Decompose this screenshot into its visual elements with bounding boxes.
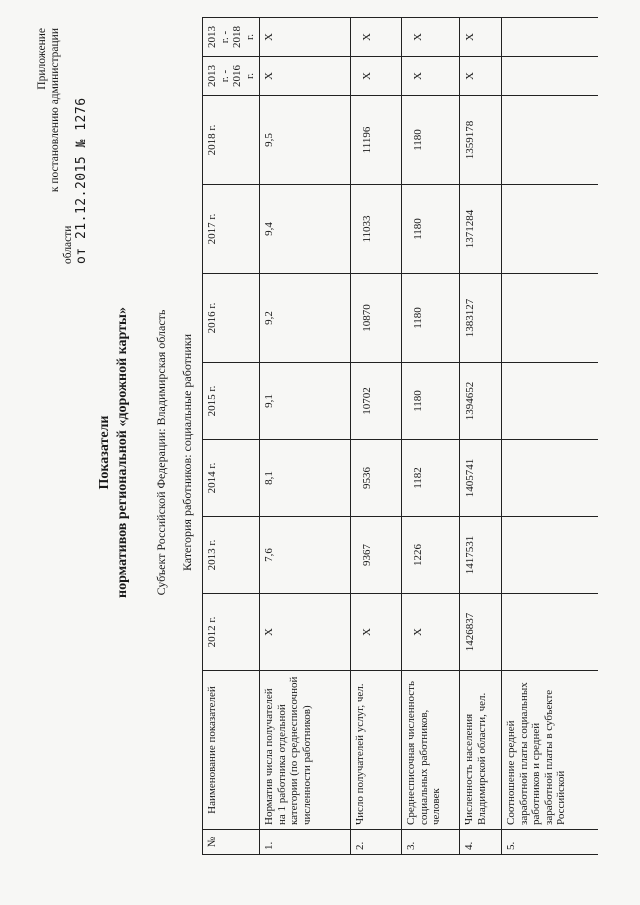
row-value: 1226 [402,517,460,594]
decree-number: от 21.12.2015 № 1276 [74,97,89,264]
indicators-table [202,17,598,855]
row-value: 11033 [351,185,402,274]
row-value: 1383127 [460,274,502,363]
row-value: Х [351,594,402,671]
row-value: 9536 [351,440,402,517]
row-number: 2. [351,830,402,855]
table-row [402,18,460,855]
row-value: 9,2 [260,274,351,363]
row-value: 7,6 [260,517,351,594]
header-cell: 2013 г. - 2018 г. [203,18,260,57]
appendix-line-3: области [62,225,74,264]
row-value: 1180 [402,363,460,440]
row-value: Х [460,18,502,57]
table-row [351,18,402,855]
row-value: 1180 [402,96,460,185]
row-number: 5. [502,830,599,855]
page-title: Показатели [97,415,112,490]
row-value: 9,4 [260,185,351,274]
row-value: 1371284 [460,185,502,274]
row-value: 1182 [402,440,460,517]
row-name: Среднесписочная численность социальных работников, человек [402,671,460,830]
row-value: 8,1 [260,440,351,517]
row-value: Х [351,57,402,96]
row-value [502,363,599,440]
row-value [502,18,599,57]
category-line: Категория работников: социальные работники [180,333,194,572]
row-value: Х [351,18,402,57]
row-value [502,274,599,363]
table-row [460,18,502,855]
page-subtitle: нормативов региональной «дорожной карты» [115,307,130,598]
row-value: 9,5 [260,96,351,185]
row-name: Число получателей услуг, чел. [351,671,402,830]
row-value: 1417531 [460,517,502,594]
row-value: 1359178 [460,96,502,185]
row-number: 4. [460,830,502,855]
header-cell: Наименование показателей [203,671,260,830]
row-value: Х [460,57,502,96]
row-value: 10870 [351,274,402,363]
row-name: Численность населения Владимирской области, чел. [460,671,502,830]
appendix-line-2: к постановлению администрации [49,28,61,193]
row-value [502,96,599,185]
row-value: 10702 [351,363,402,440]
table-row [260,18,351,855]
header-cell: 2013 г. - 2016 г. [203,57,260,96]
header-cell: 2014 г. [203,440,260,517]
row-value: 9,1 [260,363,351,440]
row-value: Х [260,18,351,57]
row-value: 1394652 [460,363,502,440]
row-value [502,440,599,517]
row-value [502,185,599,274]
appendix-block [36,28,88,278]
header-cell: 2016 г. [203,274,260,363]
row-value: 1180 [402,274,460,363]
row-value [502,517,599,594]
row-value: Х [260,594,351,671]
row-name: Соотношение средней заработной платы социальных работников и средней заработной платы в субъекте Российской [502,671,599,830]
row-value: 1180 [402,185,460,274]
subject-line: Субъект Российской Федерации: Владимирская область [154,309,168,596]
row-number: 3. [402,830,460,855]
row-name: Норматив числа получателей на 1 работника отдельной категории (по среднесписочной численности работников) [260,671,351,830]
header-cell: 2018 г. [203,96,260,185]
row-value [502,594,599,671]
header-cell: 2013 г. [203,517,260,594]
row-value: 1405741 [460,440,502,517]
row-value: 11196 [351,96,402,185]
header-cell: 2015 г. [203,363,260,440]
row-value: 9367 [351,517,402,594]
header-cell: 2017 г. [203,185,260,274]
appendix-line-1: Приложение [36,28,48,90]
header-cell: 2012 г. [203,594,260,671]
table-row [502,18,599,855]
row-value: Х [402,18,460,57]
row-value [502,57,599,96]
header-cell: № [203,830,260,855]
row-value: 1426837 [460,594,502,671]
row-value: Х [402,57,460,96]
row-value: Х [260,57,351,96]
row-value: Х [402,594,460,671]
row-number: 1. [260,830,351,855]
table-header-row [203,18,260,855]
